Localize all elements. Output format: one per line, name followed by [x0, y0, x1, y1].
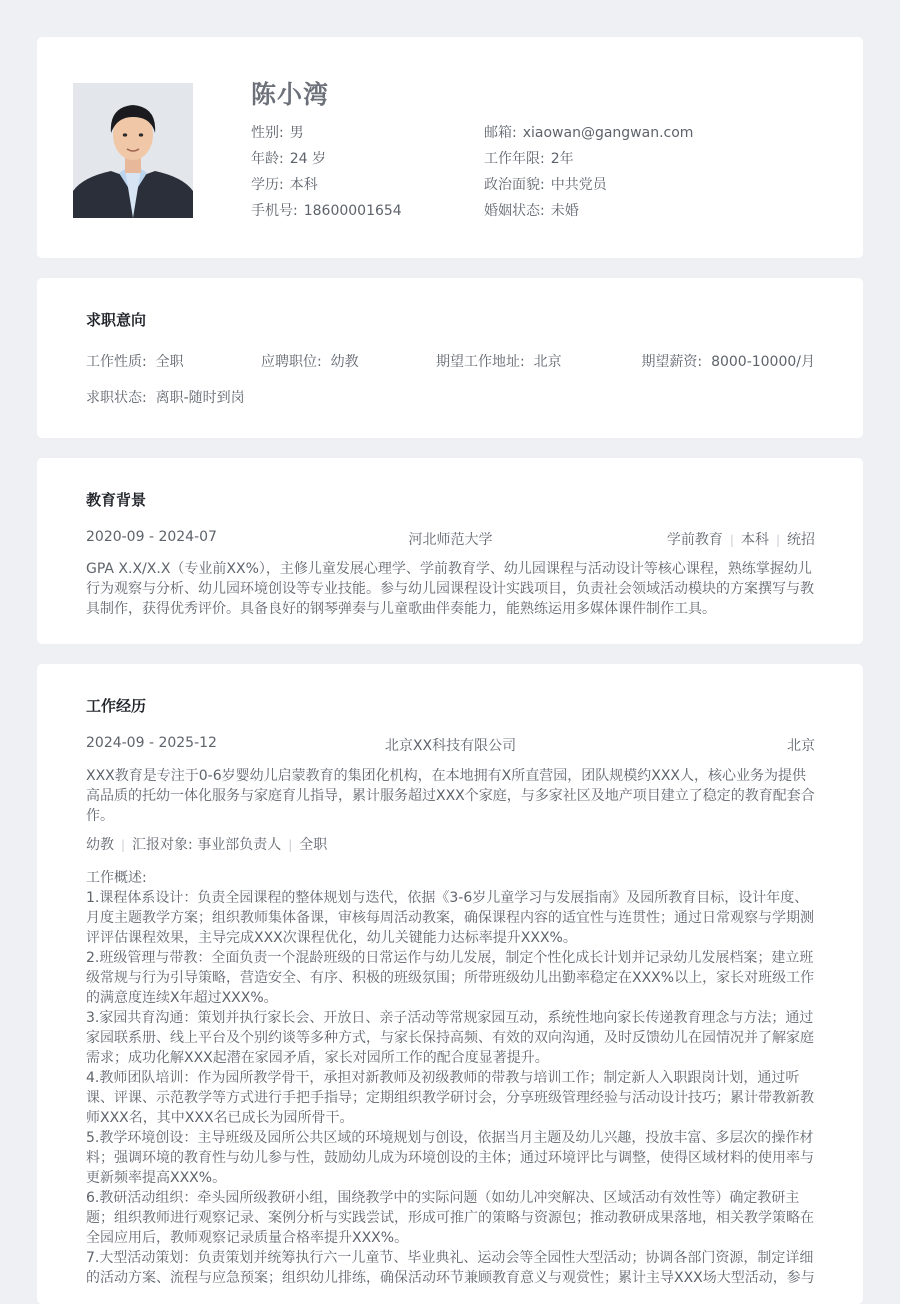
report-to-tag: 汇报对象: 事业部负责人	[132, 837, 282, 853]
intent-item	[641, 351, 815, 371]
education-meta	[667, 529, 815, 549]
divider: |	[288, 838, 293, 852]
section-title: 求职意向	[86, 311, 147, 329]
intent-label: 求职状态:	[86, 390, 147, 406]
info-value: 24 岁	[289, 151, 326, 167]
info-label: 年龄:	[251, 151, 284, 167]
info-value: 本科	[289, 177, 318, 193]
duty-item: 4.教师团队培训：作为园所教学骨干，承担对新教师及初级教师的带教与培训工作；制定新人入职跟岗计划，通过听课、评课、示范教学等方式进行手把手指导；定期组织教学研讨会，分享班级管理经验与活动设计技巧；累计带教新教师XXX名，其中XXX名已成长为园所骨干。	[86, 1070, 814, 1126]
profile-card	[37, 37, 863, 258]
job-type-tag: 全职	[299, 837, 328, 853]
intent-item	[86, 387, 245, 407]
enrollment-type: 统招	[787, 532, 815, 548]
info-value: xiaowan@gangwan.com	[522, 125, 694, 141]
intent-label: 期望薪资:	[641, 354, 703, 370]
intent-value: 幼教	[330, 354, 359, 370]
job-intent-card	[37, 278, 863, 438]
education-period: 2020-09 - 2024-07	[86, 529, 217, 545]
intent-value: 离职-随时到岗	[155, 390, 245, 406]
major: 学前教育	[666, 532, 723, 548]
intent-value: 北京	[533, 354, 562, 370]
overview-label: 工作概述:	[86, 870, 147, 886]
intent-label: 应聘职位:	[261, 354, 322, 370]
work-experience-card	[37, 664, 863, 1304]
profile-photo	[73, 83, 193, 218]
info-label: 手机号:	[251, 203, 298, 219]
intent-value: 8000-10000/月	[711, 354, 815, 370]
info-row	[251, 198, 811, 224]
intent-item	[436, 351, 562, 371]
work-overview	[86, 868, 817, 1288]
info-label: 工作年限:	[484, 151, 545, 167]
duty-item: 2.班级管理与带教：全面负责一个混龄班级的日常运作与幼儿发展，制定个性化成长计划并记录幼儿发展档案；建立班级常规与行为引导策略，营造安全、有序、积极的班级氛围；所带班级幼儿出勤率稳定在XXX%以上，家长对班级工作的满意度连续X年超过XXX%。	[86, 950, 815, 1006]
education-header	[86, 529, 815, 549]
education-description: GPA X.X/X.X（专业前XX%），主修儿童发展心理学、学前教育学、幼儿园课程与活动设计等核心课程，熟练掌握幼儿行为观察与分析、幼儿园环境创设等专业技能。参与幼儿园课程设计实践项目，负责社会领域活动模块的方案撰写与教具制作，获得优秀评价。具备良好的钢琴弹奏与儿童歌曲伴奏能力，能熟练运用多媒体课件制作工具。	[86, 561, 814, 617]
duty-item: 1.课程体系设计：负责全园课程的整体规划与迭代，依据《3-6岁儿童学习与发展指南》及园所教育目标，设计年度、月度主题教学方案；组织教师集体备课，审核每周活动教案，确保课程内容的适宜性与连贯性；通过日常观察与学期测评评估课程效果，主导完成XXX次课程优化，幼儿关键能力达标率提升XXX%。	[86, 890, 814, 946]
intent-row	[86, 351, 815, 371]
intent-item	[261, 351, 359, 371]
intent-label: 期望工作地址:	[436, 354, 525, 370]
candidate-name: 陈小湾	[251, 80, 330, 109]
work-header	[86, 735, 815, 755]
duty-item: 7.大型活动策划：负责策划并统筹执行六一儿童节、毕业典礼、运动会等全园性大型活动；协调各部门资源，制定详细的活动方案、流程与应急预案；组织幼儿排练，确保活动环节兼顾教育意义与观赏性；累计主导XXX场大型活动，参与	[86, 1250, 815, 1286]
duty-item: 5.教学环境创设：主导班级及园所公共区域的环境规划与创设，依据当月主题及幼儿兴趣，投放丰富、多层次的操作材料；强调环境的教育性与幼儿参与性，鼓励幼儿成为环境创设的主体；通过环境评比与调整，使得区域材料的使用率与更新频率提高XXX%。	[86, 1130, 814, 1186]
role-tag: 幼教	[86, 837, 114, 853]
info-value: 2年	[550, 151, 574, 167]
info-row	[251, 146, 811, 172]
info-label: 政治面貌:	[484, 177, 545, 193]
company-name: 北京XX科技有限公司	[384, 738, 517, 754]
info-value: 未婚	[550, 203, 579, 219]
school-name: 河北师范大学	[408, 532, 493, 548]
divider: |	[121, 838, 126, 852]
duty-item: 3.家园共育沟通：策划并执行家长会、开放日、亲子活动等常规家园互动，系统性地向家长传递教育理念与方法；通过家园联系册、线上平台及个别约谈等多种方式，与家长保持高频、有效的双向沟通，及时反馈幼儿在园情况并了解家庭需求；成功化解XXX起潜在家园矛盾，家长对园所工作的配合度显著提升。	[86, 1010, 814, 1066]
info-label: 性别:	[251, 125, 284, 141]
education-card	[37, 458, 863, 644]
info-row	[251, 120, 811, 146]
intent-value: 全职	[155, 354, 184, 370]
divider: |	[729, 533, 734, 547]
info-row	[251, 172, 811, 198]
info-value: 男	[289, 125, 304, 141]
intent-item	[86, 351, 184, 371]
section-title: 教育背景	[86, 491, 147, 509]
degree: 本科	[740, 532, 769, 548]
info-value: 18600001654	[303, 203, 402, 219]
work-period: 2024-09 - 2025-12	[86, 735, 217, 751]
info-label: 婚姻状态:	[484, 203, 545, 219]
divider: |	[775, 533, 780, 547]
duty-item: 6.教研活动组织：牵头园所级教研小组，围绕教学中的实际问题（如幼儿冲突解决、区域活动有效性等）确定教研主题；组织教师进行观察记录、案例分析与实践尝试，形成可推广的策略与资源包；推动教研成果落地，相关教学策略在全园应用后，教师观察记录质量合格率提升XXX%。	[86, 1190, 814, 1246]
info-label: 邮箱:	[484, 125, 517, 141]
section-title: 工作经历	[86, 697, 147, 715]
profile-info	[251, 120, 811, 224]
info-label: 学历:	[251, 177, 284, 193]
intent-label: 工作性质:	[86, 354, 147, 370]
company-description: XXX教育是专注于0-6岁婴幼儿启蒙教育的集团化机构，在本地拥有X所直营园，团队规模约XXX人，核心业务为提供高品质的托幼一体化服务与家庭育儿指导，累计服务超过XXX个家庭，与多家社区及地产项目建立了稳定的教育配套合作。	[86, 768, 815, 824]
info-value: 中共党员	[550, 177, 607, 193]
work-location: 北京	[787, 738, 815, 754]
work-tags	[86, 834, 327, 854]
